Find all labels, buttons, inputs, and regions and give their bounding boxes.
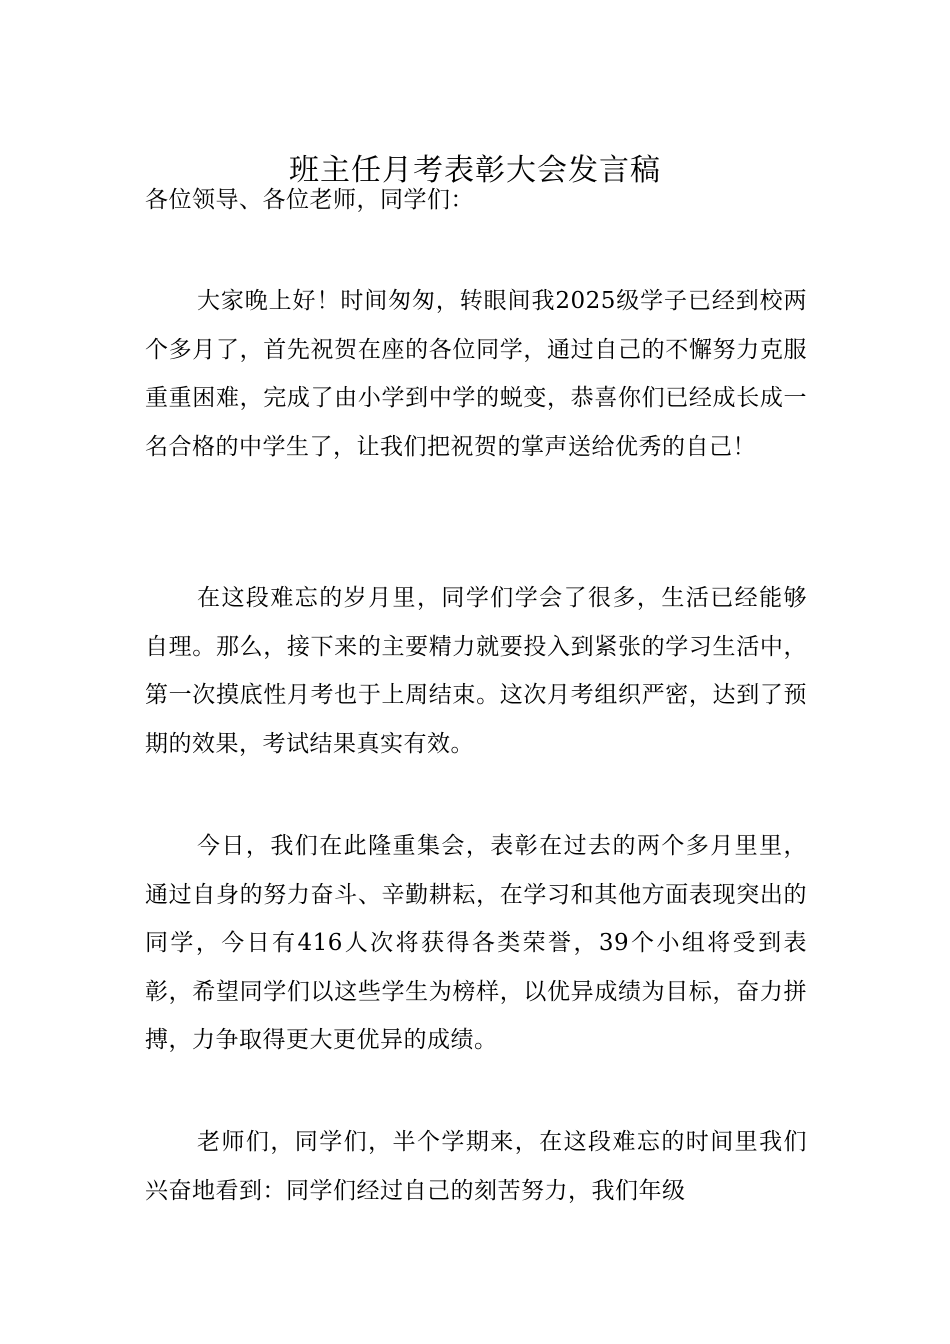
paragraph-3: 今日，我们在此隆重集会，表彰在过去的两个多月里里，通过自身的努力奋斗、辛勤耕耘，在学习和其他方面表现突出的同学，今日有416人次将获得各类荣誉，39个小组将受到表彰，希望同学们以这些学生为榜样，以优异成绩为目标，奋力拼搏，力争取得更大更优异的成绩。: [145, 833, 807, 1053]
paragraph-2: 在这段难忘的岁月里，同学们学会了很多，生活已经能够自理。那么，接下来的主要精力就要投入到紧张的学习生活中，第一次摸底性月考也于上周结束。这次月考组织严密，达到了预期的效果，考试结果真实有效。: [145, 585, 807, 757]
salutation: 各位领导、各位老师，同学们：: [145, 187, 474, 213]
paragraph-4: 老师们，同学们，半个学期来，在这段难忘的时间里我们兴奋地看到：同学们经过自己的刻苦努力，我们年级: [145, 1129, 807, 1204]
document-title: 班主任月考表彰大会发言稿: [289, 153, 661, 189]
paragraph-1: 大家晚上好！时间匆匆，转眼间我2025级学子已经到校两个多月了，首先祝贺在座的各位同学，通过自己的不懈努力克服重重困难，完成了由小学到中学的蜕变，恭喜你们已经成长成一名合格的中学生了，让我们把祝贺的掌声送给优秀的自己！: [145, 288, 807, 460]
